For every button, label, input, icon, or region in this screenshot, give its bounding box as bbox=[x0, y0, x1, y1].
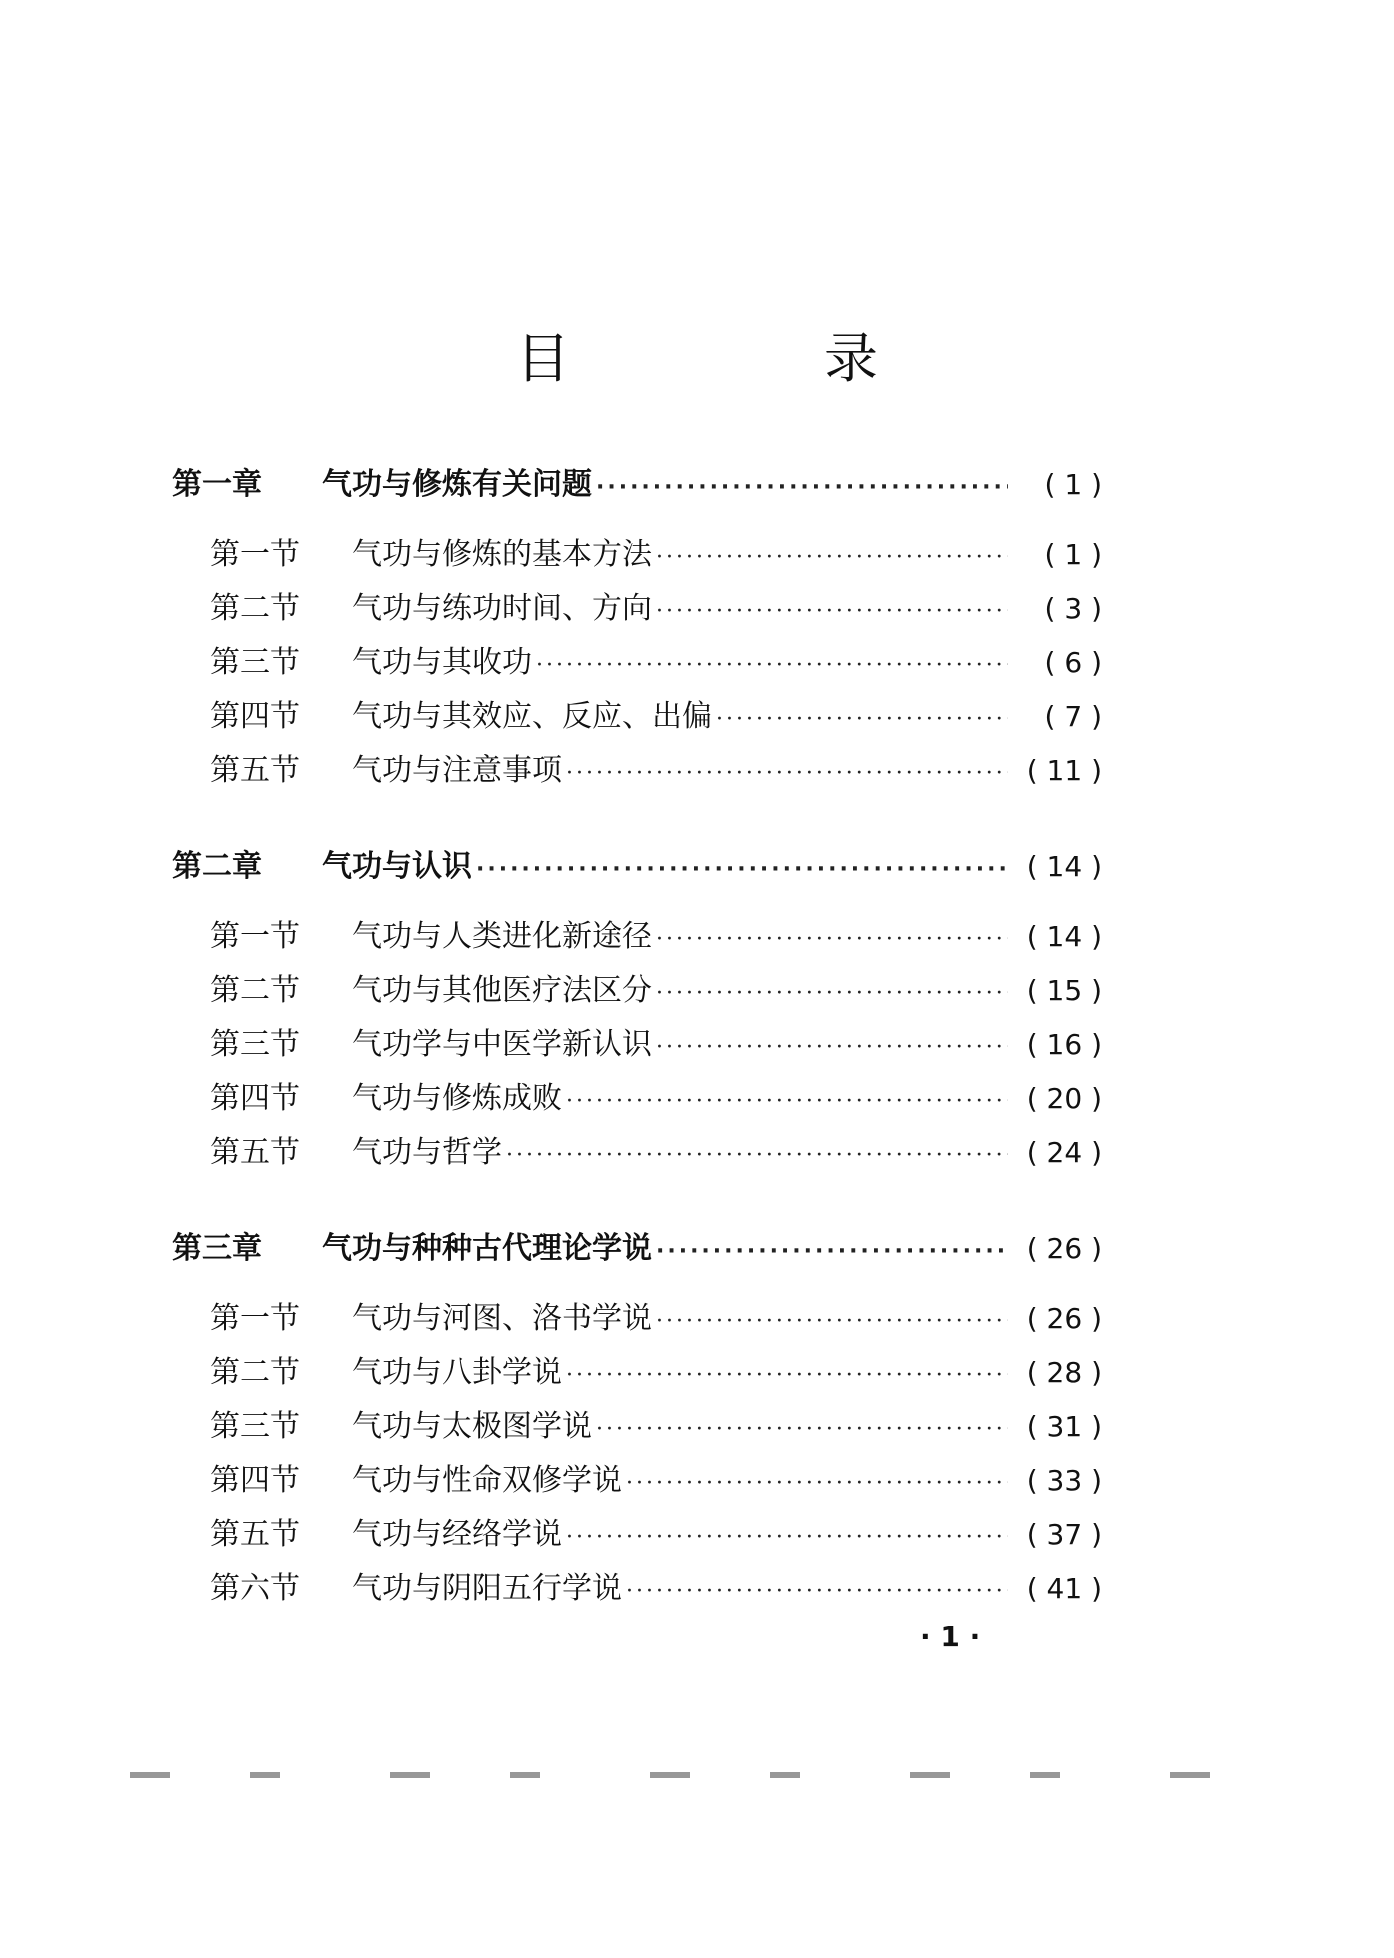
section-title: 气功与性命双修学说 bbox=[352, 1463, 622, 1498]
section-page-number: ( 3 ) bbox=[1044, 592, 1102, 625]
page-title: 目 录 bbox=[516, 327, 978, 390]
toc-section-entry[interactable] bbox=[172, 1292, 1102, 1346]
dot-leader bbox=[656, 585, 1008, 639]
section-page-number: ( 1 ) bbox=[1044, 538, 1102, 571]
dot-leader bbox=[596, 1403, 1008, 1457]
dot-leader bbox=[656, 531, 1008, 585]
section-title: 气功与其效应、反应、出偏 bbox=[352, 699, 712, 734]
chapter-number: 第一章 bbox=[172, 467, 262, 502]
section-page-number: ( 28 ) bbox=[1026, 1356, 1102, 1389]
section-page-number: ( 26 ) bbox=[1026, 1302, 1102, 1335]
toc-chapter-entry[interactable] bbox=[172, 458, 1102, 514]
toc-section-entry[interactable] bbox=[172, 964, 1102, 1018]
toc-chapter bbox=[172, 458, 1102, 798]
table-of-contents bbox=[172, 458, 1102, 1658]
page-number: · 1 · bbox=[920, 1620, 981, 1653]
section-number: 第五节 bbox=[210, 753, 300, 788]
section-number: 第五节 bbox=[210, 1517, 300, 1552]
dot-leader bbox=[476, 843, 1008, 897]
section-title: 气功与阴阳五行学说 bbox=[352, 1571, 622, 1606]
toc-section-entry[interactable] bbox=[172, 1508, 1102, 1562]
scan-artifact-line bbox=[130, 1772, 1250, 1778]
section-page-number: ( 11 ) bbox=[1026, 754, 1102, 787]
dot-leader bbox=[566, 747, 1008, 801]
chapter-page-number: ( 1 ) bbox=[1044, 468, 1102, 501]
toc-section-entry[interactable] bbox=[172, 1346, 1102, 1400]
toc-section-entry[interactable] bbox=[172, 636, 1102, 690]
section-page-number: ( 31 ) bbox=[1026, 1410, 1102, 1443]
dot-leader bbox=[656, 967, 1008, 1021]
section-page-number: ( 15 ) bbox=[1026, 974, 1102, 1007]
dot-leader bbox=[656, 1021, 1008, 1075]
dot-leader bbox=[656, 1295, 1008, 1349]
section-number: 第三节 bbox=[210, 645, 300, 680]
section-title: 气功学与中医学新认识 bbox=[352, 1027, 652, 1062]
section-number: 第四节 bbox=[210, 699, 300, 734]
section-number: 第二节 bbox=[210, 973, 300, 1008]
dot-leader bbox=[626, 1457, 1008, 1511]
dot-leader bbox=[566, 1349, 1008, 1403]
section-page-number: ( 14 ) bbox=[1026, 920, 1102, 953]
chapter-number: 第三章 bbox=[172, 1231, 262, 1266]
toc-chapter bbox=[172, 1222, 1102, 1616]
section-title: 气功与修炼的基本方法 bbox=[352, 537, 652, 572]
toc-section-entry[interactable] bbox=[172, 1400, 1102, 1454]
section-number: 第一节 bbox=[210, 1301, 300, 1336]
section-number: 第六节 bbox=[210, 1571, 300, 1606]
toc-chapter bbox=[172, 840, 1102, 1180]
dot-leader bbox=[566, 1075, 1008, 1129]
section-page-number: ( 41 ) bbox=[1026, 1572, 1102, 1605]
section-number: 第三节 bbox=[210, 1027, 300, 1062]
section-title: 气功与哲学 bbox=[352, 1135, 502, 1170]
section-title: 气功与河图、洛书学说 bbox=[352, 1301, 652, 1336]
toc-section-entry[interactable] bbox=[172, 528, 1102, 582]
section-number: 第三节 bbox=[210, 1409, 300, 1444]
toc-section-entry[interactable] bbox=[172, 1126, 1102, 1180]
section-page-number: ( 20 ) bbox=[1026, 1082, 1102, 1115]
dot-leader bbox=[536, 639, 1008, 693]
section-page-number: ( 6 ) bbox=[1044, 646, 1102, 679]
section-page-number: ( 24 ) bbox=[1026, 1136, 1102, 1169]
chapter-number: 第二章 bbox=[172, 849, 262, 884]
toc-section-entry[interactable] bbox=[172, 582, 1102, 636]
toc-section-entry[interactable] bbox=[172, 744, 1102, 798]
toc-section-entry[interactable] bbox=[172, 690, 1102, 744]
chapter-page-number: ( 26 ) bbox=[1026, 1232, 1102, 1265]
section-number: 第二节 bbox=[210, 1355, 300, 1390]
chapter-title: 气功与种种古代理论学说 bbox=[322, 1231, 652, 1266]
toc-section-entry[interactable] bbox=[172, 1562, 1102, 1616]
dot-leader bbox=[656, 1225, 1008, 1279]
section-number: 第五节 bbox=[210, 1135, 300, 1170]
section-number: 第四节 bbox=[210, 1463, 300, 1498]
section-title: 气功与注意事项 bbox=[352, 753, 562, 788]
toc-section-entry[interactable] bbox=[172, 1018, 1102, 1072]
section-number: 第一节 bbox=[210, 537, 300, 572]
section-number: 第四节 bbox=[210, 1081, 300, 1116]
chapter-page-number: ( 14 ) bbox=[1026, 850, 1102, 883]
toc-chapter-entry[interactable] bbox=[172, 1222, 1102, 1278]
dot-leader bbox=[716, 693, 1008, 747]
toc-section-entry[interactable] bbox=[172, 910, 1102, 964]
dot-leader bbox=[506, 1129, 1008, 1183]
section-title: 气功与人类进化新途径 bbox=[352, 919, 652, 954]
section-page-number: ( 37 ) bbox=[1026, 1518, 1102, 1551]
dot-leader bbox=[626, 1565, 1008, 1619]
dot-leader bbox=[596, 461, 1008, 515]
section-number: 第二节 bbox=[210, 591, 300, 626]
section-title: 气功与经络学说 bbox=[352, 1517, 562, 1552]
section-title: 气功与修炼成败 bbox=[352, 1081, 562, 1116]
section-title: 气功与其收功 bbox=[352, 645, 532, 680]
section-page-number: ( 7 ) bbox=[1044, 700, 1102, 733]
toc-chapter-entry[interactable] bbox=[172, 840, 1102, 896]
chapter-title: 气功与认识 bbox=[322, 849, 472, 884]
dot-leader bbox=[566, 1511, 1008, 1565]
dot-leader bbox=[656, 913, 1008, 967]
toc-section-entry[interactable] bbox=[172, 1072, 1102, 1126]
section-title: 气功与练功时间、方向 bbox=[352, 591, 652, 626]
section-number: 第一节 bbox=[210, 919, 300, 954]
section-page-number: ( 33 ) bbox=[1026, 1464, 1102, 1497]
chapter-title: 气功与修炼有关问题 bbox=[322, 467, 592, 502]
section-page-number: ( 16 ) bbox=[1026, 1028, 1102, 1061]
section-title: 气功与八卦学说 bbox=[352, 1355, 562, 1390]
section-title: 气功与其他医疗法区分 bbox=[352, 973, 652, 1008]
section-title: 气功与太极图学说 bbox=[352, 1409, 592, 1444]
toc-section-entry[interactable] bbox=[172, 1454, 1102, 1508]
